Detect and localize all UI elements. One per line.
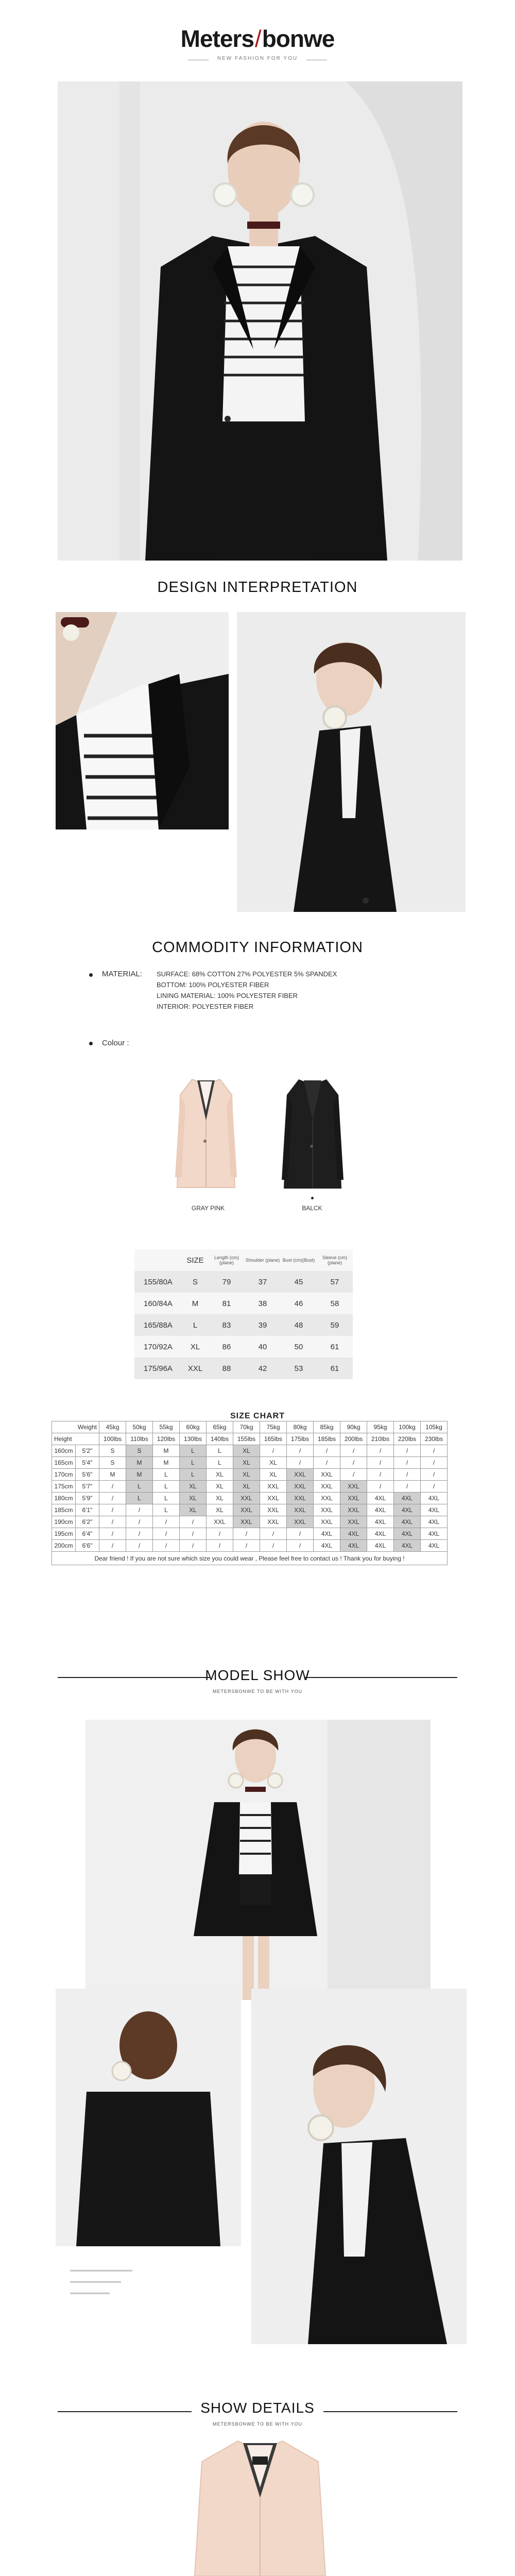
size-chart-cell: XL xyxy=(180,1504,207,1516)
size-chart-pounds-cell: 140lbs xyxy=(207,1433,233,1445)
size-chart-cell: XXL xyxy=(260,1493,287,1504)
tagline-block xyxy=(188,56,327,64)
size-chart-cell: 4XL xyxy=(394,1493,421,1504)
size-table-row xyxy=(134,1358,353,1379)
size-chart-cell: / xyxy=(126,1540,153,1552)
size-chart-cell: XL xyxy=(207,1469,233,1481)
size-table-cell: 160/84A xyxy=(134,1293,182,1314)
size-table-cell: 48 xyxy=(281,1314,317,1336)
size-chart-cell: / xyxy=(314,1457,340,1469)
commodity-section-title: COMMODITY INFORMATION xyxy=(152,939,363,956)
size-chart-cell: L xyxy=(153,1481,180,1493)
size-chart-height-cm: 170cm xyxy=(52,1469,76,1481)
size-chart-cell: XL xyxy=(207,1481,233,1493)
colour-label: Colour : xyxy=(102,1039,129,1047)
size-chart-cell: XXL xyxy=(314,1516,340,1528)
size-chart-cell: 4XL xyxy=(421,1516,448,1528)
size-table-header-sleeve: Sleeve (cm)(plane) xyxy=(317,1249,353,1271)
size-table-cell: 165/88A xyxy=(134,1314,182,1336)
selected-colour-dot-icon xyxy=(311,1197,314,1199)
size-chart-cell: / xyxy=(340,1457,367,1469)
hero-photo xyxy=(58,81,462,561)
size-chart-height-label: Height xyxy=(52,1433,99,1445)
size-chart-cell: / xyxy=(153,1540,180,1552)
size-chart-cell: XXL xyxy=(340,1504,367,1516)
design-photo-right xyxy=(237,612,466,912)
size-chart-cell: / xyxy=(99,1481,126,1493)
size-chart-cell: XL xyxy=(180,1493,207,1504)
size-chart-cell: XL xyxy=(207,1493,233,1504)
size-chart-cell: L xyxy=(153,1504,180,1516)
size-table-header-shoulder: Shoulder (plane) xyxy=(245,1249,281,1271)
size-table-cell: 42 xyxy=(245,1358,281,1379)
size-chart-weight-label: Weight xyxy=(52,1421,99,1433)
size-table-header-bust: Bust (cm)(Bust) xyxy=(281,1249,317,1271)
size-chart-height-cm: 160cm xyxy=(52,1445,76,1457)
size-table-header-length: Length (cm)(plane) xyxy=(209,1249,245,1271)
model-show-photo-back xyxy=(56,1989,241,2246)
size-chart-cell: XXL xyxy=(314,1481,340,1493)
size-chart-cell: XXL xyxy=(287,1504,314,1516)
size-chart-cell: / xyxy=(126,1528,153,1540)
size-chart-cell: XXL xyxy=(260,1516,287,1528)
size-chart-pounds-cell: 175lbs xyxy=(287,1433,314,1445)
size-chart-cell: / xyxy=(421,1445,448,1457)
size-chart-cell: / xyxy=(287,1540,314,1552)
size-table-cell: 46 xyxy=(281,1293,317,1314)
size-chart-cell: XL xyxy=(233,1469,260,1481)
size-chart-cell: / xyxy=(394,1481,421,1493)
size-table-cell: XL xyxy=(182,1336,209,1358)
size-chart-row xyxy=(52,1516,448,1528)
size-table-header-size: SIZE xyxy=(182,1249,209,1271)
colour-name-gray-pink: GRAY PINK xyxy=(191,1205,225,1212)
size-table-cell: 61 xyxy=(317,1336,353,1358)
size-chart-cell: L xyxy=(180,1457,207,1469)
size-chart-row xyxy=(52,1469,448,1481)
size-table-row xyxy=(134,1314,353,1336)
size-table-cell: 59 xyxy=(317,1314,353,1336)
size-chart-pounds-cell: 155lbs xyxy=(233,1433,260,1445)
size-chart-cell: / xyxy=(260,1445,287,1457)
size-chart-height-cm: 175cm xyxy=(52,1481,76,1493)
colour-bullet-icon xyxy=(89,1042,93,1045)
size-chart-cell: / xyxy=(367,1469,394,1481)
size-chart-cell: / xyxy=(180,1516,207,1528)
size-table xyxy=(134,1249,353,1379)
size-chart-cell: 4XL xyxy=(340,1528,367,1540)
size-chart-cell: / xyxy=(367,1445,394,1457)
size-chart-pounds-cell: 185lbs xyxy=(314,1433,340,1445)
size-chart-cell: / xyxy=(260,1540,287,1552)
size-chart-row xyxy=(52,1528,448,1540)
size-chart-cell: / xyxy=(421,1457,448,1469)
size-chart-pounds-cell: 110lbs xyxy=(126,1433,153,1445)
size-chart-cell: / xyxy=(287,1457,314,1469)
size-chart-cell: 4XL xyxy=(367,1504,394,1516)
size-chart-cell: S xyxy=(99,1445,126,1457)
size-chart-cell: / xyxy=(233,1528,260,1540)
size-table-cell: 175/96A xyxy=(134,1358,182,1379)
material-bullet-icon xyxy=(89,973,93,977)
size-chart-height-ft: 6'6" xyxy=(76,1540,99,1552)
size-chart-cell: / xyxy=(153,1528,180,1540)
size-chart-cell: / xyxy=(394,1457,421,1469)
size-table-cell: 53 xyxy=(281,1358,317,1379)
size-chart-weight-cell: 65kg xyxy=(207,1421,233,1433)
size-table-row xyxy=(134,1336,353,1358)
size-chart-weight-cell: 50kg xyxy=(126,1421,153,1433)
size-chart-cell: XL xyxy=(260,1457,287,1469)
size-chart-cell: / xyxy=(126,1516,153,1528)
size-chart-cell: XXL xyxy=(287,1516,314,1528)
size-chart-cell: XXL xyxy=(260,1481,287,1493)
size-chart-cell: L xyxy=(180,1445,207,1457)
size-chart-grid xyxy=(52,1421,448,1565)
size-chart-cell: XXL xyxy=(314,1493,340,1504)
size-chart-row xyxy=(52,1540,448,1552)
size-chart-weight-cell: 105kg xyxy=(421,1421,448,1433)
tagline: NEW FASHION FOR YOU xyxy=(217,56,298,61)
size-chart-note: Dear friend ! If you are not sure which size you could wear , Please feel free to contact us ! Thank you for buying ! xyxy=(52,1552,448,1565)
size-chart-weight-cell: 60kg xyxy=(180,1421,207,1433)
size-chart-height-ft: 5'2" xyxy=(76,1445,99,1457)
size-chart-pounds-cell: 100lbs xyxy=(99,1433,126,1445)
size-table-cell: 81 xyxy=(209,1293,245,1314)
size-table-cell: 37 xyxy=(245,1271,281,1293)
size-table-cell: 50 xyxy=(281,1336,317,1358)
size-chart-weight-cell: 100kg xyxy=(394,1421,421,1433)
size-chart-cell: L xyxy=(126,1481,153,1493)
size-chart-cell: M xyxy=(153,1457,180,1469)
size-table-row xyxy=(134,1293,353,1314)
brand-name-right: bonwe xyxy=(262,25,335,52)
size-chart-height-ft: 6'4" xyxy=(76,1528,99,1540)
size-table-cell: 38 xyxy=(245,1293,281,1314)
brand-logo xyxy=(0,25,515,53)
brand-name-left: Meters xyxy=(180,25,254,52)
size-table-cell: 61 xyxy=(317,1358,353,1379)
size-chart-cell: XXL xyxy=(260,1504,287,1516)
size-chart-cell: / xyxy=(421,1469,448,1481)
size-chart-cell: M xyxy=(99,1469,126,1481)
size-chart-height-cm: 200cm xyxy=(52,1540,76,1552)
size-chart-cell: M xyxy=(153,1445,180,1457)
size-chart-weight-cell: 70kg xyxy=(233,1421,260,1433)
size-chart-pounds-cell: 165lbs xyxy=(260,1433,287,1445)
colour-name-black: BALCK xyxy=(302,1205,322,1212)
size-chart-cell: XXL xyxy=(287,1493,314,1504)
size-chart-cell: / xyxy=(126,1504,153,1516)
size-chart-cell: XXL xyxy=(340,1516,367,1528)
size-chart-cell: S xyxy=(126,1445,153,1457)
size-chart-cell: / xyxy=(207,1540,233,1552)
size-chart-cell: / xyxy=(260,1528,287,1540)
size-chart-pounds-cell: 130lbs xyxy=(180,1433,207,1445)
size-chart-pounds-cell: 210lbs xyxy=(367,1433,394,1445)
size-chart-cell: L xyxy=(153,1469,180,1481)
size-chart-cell: / xyxy=(99,1528,126,1540)
size-chart-cell: 4XL xyxy=(367,1493,394,1504)
size-chart-weight-cell: 90kg xyxy=(340,1421,367,1433)
size-chart-cell: XL xyxy=(233,1457,260,1469)
size-chart-cell: / xyxy=(99,1516,126,1528)
material-label: MATERIAL: xyxy=(102,970,143,978)
size-chart-height-ft: 5'4" xyxy=(76,1457,99,1469)
size-table-cell: 86 xyxy=(209,1336,245,1358)
size-chart-cell: / xyxy=(287,1528,314,1540)
size-chart-weight-cell: 85kg xyxy=(314,1421,340,1433)
size-table-row xyxy=(134,1271,353,1293)
size-chart-cell: 4XL xyxy=(314,1528,340,1540)
size-table-cell: M xyxy=(182,1293,209,1314)
size-chart-cell: / xyxy=(99,1493,126,1504)
size-chart-weight-cell: 75kg xyxy=(260,1421,287,1433)
size-table-cell: 58 xyxy=(317,1293,353,1314)
size-chart-pounds-cell: 120lbs xyxy=(153,1433,180,1445)
material-line-surface: SURFACE: 68% COTTON 27% POLYESTER 5% SPANDEX xyxy=(157,970,337,978)
size-table-cell: 155/80A xyxy=(134,1271,182,1293)
size-chart-cell: XXL xyxy=(233,1493,260,1504)
size-chart-cell: L xyxy=(207,1457,233,1469)
size-chart-cell: XXL xyxy=(233,1516,260,1528)
size-chart-height-ft: 6'2" xyxy=(76,1516,99,1528)
material-line-lining: LINING MATERIAL: 100% POLYESTER FIBER xyxy=(157,992,298,999)
size-table-cell: 79 xyxy=(209,1271,245,1293)
size-chart-height-cm: 195cm xyxy=(52,1528,76,1540)
size-chart-cell: 4XL xyxy=(367,1528,394,1540)
brand-slash: / xyxy=(254,25,261,52)
size-chart-cell: L xyxy=(126,1493,153,1504)
size-chart-cell: M xyxy=(126,1469,153,1481)
size-chart-pounds-cell: 230lbs xyxy=(421,1433,448,1445)
size-chart-cell: 4XL xyxy=(367,1540,394,1552)
model-show-photo-side xyxy=(251,1989,467,2344)
size-chart-cell: / xyxy=(394,1469,421,1481)
size-chart-cell: / xyxy=(153,1516,180,1528)
size-chart-weight-cell: 45kg xyxy=(99,1421,126,1433)
model-show-photo-main xyxy=(85,1720,431,2000)
size-chart-cell: 4XL xyxy=(394,1528,421,1540)
coat-black-swatch[interactable] xyxy=(281,1074,345,1194)
size-table-header xyxy=(134,1249,353,1271)
size-chart-cell: 4XL xyxy=(421,1540,448,1552)
size-chart-cell: / xyxy=(287,1445,314,1457)
size-chart-cell: XL xyxy=(180,1481,207,1493)
size-chart-cell: / xyxy=(367,1457,394,1469)
size-chart-row xyxy=(52,1493,448,1504)
size-table-cell: 40 xyxy=(245,1336,281,1358)
size-chart-cell: / xyxy=(340,1445,367,1457)
size-chart-weight-row xyxy=(52,1421,448,1433)
size-chart-height-ft: 5'7" xyxy=(76,1481,99,1493)
size-table-cell: S xyxy=(182,1271,209,1293)
size-table-cell: 57 xyxy=(317,1271,353,1293)
size-chart-cell: XXL xyxy=(340,1481,367,1493)
size-chart-cell: XL xyxy=(233,1481,260,1493)
size-chart-cell: 4XL xyxy=(421,1493,448,1504)
size-chart-cell: XL xyxy=(233,1445,260,1457)
size-chart-pounds-cell: 220lbs xyxy=(394,1433,421,1445)
size-chart-row xyxy=(52,1445,448,1457)
size-chart-row xyxy=(52,1504,448,1516)
size-chart-height-cm: 190cm xyxy=(52,1516,76,1528)
size-table-cell: 170/92A xyxy=(134,1336,182,1358)
size-chart-cell: / xyxy=(394,1445,421,1457)
size-chart-cell: XXL xyxy=(233,1504,260,1516)
size-chart-height-cm: 185cm xyxy=(52,1504,76,1516)
size-chart-cell: XL xyxy=(260,1469,287,1481)
size-chart-cell: XL xyxy=(207,1504,233,1516)
size-chart-height-cm: 180cm xyxy=(52,1493,76,1504)
size-chart-cell: / xyxy=(180,1528,207,1540)
model-show-title: MODEL SHOW xyxy=(205,1667,310,1683)
size-chart-cell: / xyxy=(99,1540,126,1552)
size-chart-weight-cell: 80kg xyxy=(287,1421,314,1433)
size-chart-cell: XXL xyxy=(207,1516,233,1528)
size-chart-cell: / xyxy=(314,1445,340,1457)
size-chart-weight-cell: 55kg xyxy=(153,1421,180,1433)
show-details-title: SHOW DETAILS xyxy=(200,2400,315,2416)
size-chart-cell: XXL xyxy=(314,1504,340,1516)
size-chart-cell: 4XL xyxy=(394,1516,421,1528)
size-chart-cell: / xyxy=(340,1469,367,1481)
size-chart-cell: 4XL xyxy=(394,1504,421,1516)
size-chart-cell: M xyxy=(126,1457,153,1469)
size-chart-title: SIZE CHART xyxy=(230,1412,285,1420)
show-details-caption: METERSBONWE TO BE WITH YOU xyxy=(212,2421,303,2427)
show-details-photo xyxy=(186,2436,334,2576)
size-chart-cell: / xyxy=(207,1528,233,1540)
size-table-cell: 83 xyxy=(209,1314,245,1336)
size-chart-cell: XXL xyxy=(287,1469,314,1481)
material-line-bottom: BOTTOM: 100% POLYESTER FIBER xyxy=(157,981,269,989)
design-section-title: DESIGN INTERPRETATION xyxy=(157,579,358,596)
size-chart-height-cm: 165cm xyxy=(52,1457,76,1469)
size-chart-height-ft: 6'1" xyxy=(76,1504,99,1516)
size-chart-cell: XXL xyxy=(287,1481,314,1493)
size-chart-cell: / xyxy=(367,1481,394,1493)
size-chart-cell: L xyxy=(207,1445,233,1457)
size-chart-row xyxy=(52,1457,448,1469)
size-table-cell: XXL xyxy=(182,1358,209,1379)
size-chart-cell: / xyxy=(99,1504,126,1516)
size-chart-height-ft: 5'9" xyxy=(76,1493,99,1504)
size-chart-cell: L xyxy=(153,1493,180,1504)
model-show-caption: METERSBONWE TO BE WITH YOU xyxy=(212,1689,303,1694)
coat-gray-pink-swatch[interactable] xyxy=(174,1074,238,1194)
size-chart-cell: / xyxy=(180,1540,207,1552)
size-chart-cell: / xyxy=(421,1481,448,1493)
size-chart-cell: 4XL xyxy=(421,1504,448,1516)
size-chart-weight-cell: 95kg xyxy=(367,1421,394,1433)
size-table-cell: 88 xyxy=(209,1358,245,1379)
size-chart-pounds-row xyxy=(52,1433,448,1445)
size-table-cell: 45 xyxy=(281,1271,317,1293)
size-chart-cell: 4XL xyxy=(421,1528,448,1540)
size-chart-cell: 4XL xyxy=(314,1540,340,1552)
size-chart-note-row xyxy=(52,1552,448,1565)
size-chart-pounds-cell: 200lbs xyxy=(340,1433,367,1445)
size-chart-height-ft: 5'6" xyxy=(76,1469,99,1481)
size-chart-row xyxy=(52,1481,448,1493)
size-chart-cell: 4XL xyxy=(367,1516,394,1528)
size-chart-cell: XXL xyxy=(340,1493,367,1504)
faint-decorative-text: ▬▬▬▬▬▬▬▬▬▬▬ ▬▬▬▬▬▬▬▬▬ ▬▬▬▬▬▬▬ xyxy=(70,2267,132,2296)
size-chart-cell: XXL xyxy=(314,1469,340,1481)
size-chart-cell: 4XL xyxy=(340,1540,367,1552)
size-chart-cell: 4XL xyxy=(394,1540,421,1552)
design-photo-left xyxy=(56,612,229,829)
size-table-cell: 39 xyxy=(245,1314,281,1336)
material-line-interior: INTERIOR: POLYESTER FIBER xyxy=(157,1003,254,1010)
size-chart-cell: S xyxy=(99,1457,126,1469)
size-chart-cell: L xyxy=(180,1469,207,1481)
size-chart-cell: / xyxy=(233,1540,260,1552)
size-table-cell: L xyxy=(182,1314,209,1336)
